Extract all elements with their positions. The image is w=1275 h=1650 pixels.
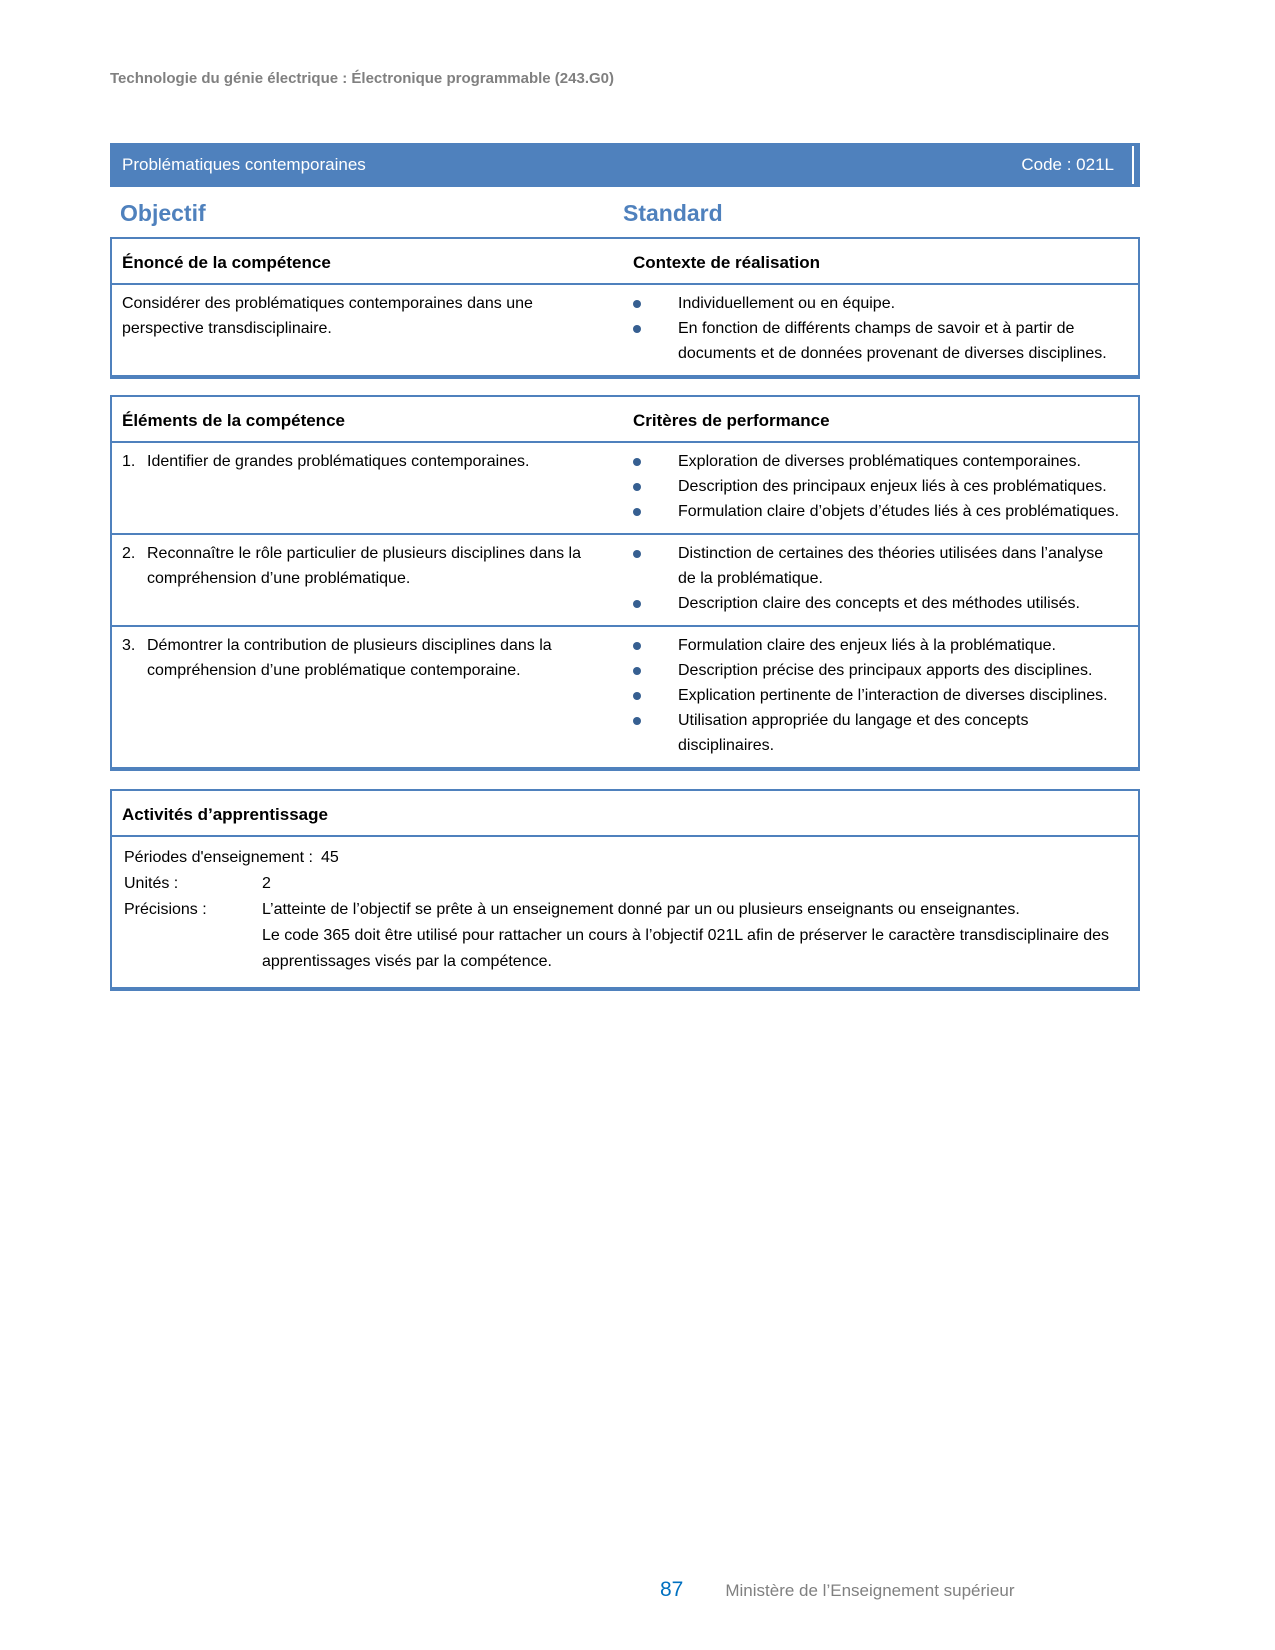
criterion-text: Exploration de diverses problématiques contemporaines. <box>678 453 1081 470</box>
section-headings-row <box>110 200 1140 227</box>
element-row <box>112 443 1138 533</box>
element-item <box>122 541 589 591</box>
page-footer <box>660 1578 1015 1602</box>
criterion-text: Explication pertinente de l’interaction de diverses disciplines. <box>678 687 1108 704</box>
element-text: Reconnaître le rôle particulier de plusieurs disciplines dans la compréhension d’une problématique. <box>147 545 582 587</box>
competence-table-header-row <box>112 239 1138 285</box>
bullet-dot-icon <box>633 508 641 516</box>
criterion-item <box>633 474 1124 499</box>
activities-header: Activités d’apprentissage <box>112 791 1138 837</box>
element-item <box>122 633 589 683</box>
element-row <box>112 625 1138 767</box>
page-number: 87 <box>660 1578 684 1601</box>
criterion-item <box>633 449 1124 474</box>
criterion-text: Formulation claire des enjeux liés à la problématique. <box>678 637 1056 654</box>
criteria-list <box>625 633 1138 758</box>
precisions-label: Précisions : <box>124 901 207 918</box>
precisions-text <box>262 897 1124 975</box>
ministry-footer: Ministère de l’Enseignement supérieur <box>725 1581 1015 1600</box>
units-row <box>124 871 1124 897</box>
competence-row <box>112 285 1138 375</box>
criterion-item <box>633 541 1124 591</box>
criterion-item <box>633 658 1124 683</box>
element-text: Démontrer la contribution de plusieurs disciplines dans la compréhension d’une problématique contemporaine. <box>147 637 552 679</box>
activities-table <box>110 789 1140 991</box>
document-header: Technologie du génie électrique : Électronique programmable (243.G0) <box>110 70 614 87</box>
precisions-paragraph: L’atteinte de l’objectif se prête à un enseignement donné par un ou plusieurs enseignants ou enseignantes. <box>262 901 1020 918</box>
contexte-header: Contexte de réalisation <box>633 253 821 272</box>
precisions-paragraph: Le code 365 doit être utilisé pour rattacher un cours à l’objectif 021L afin de préserver le caractère transdisciplinaire des apprentissages visés par la compétence. <box>262 927 1109 970</box>
precisions-row <box>124 897 1124 975</box>
context-bullet-list <box>625 291 1138 366</box>
criterion-item <box>633 633 1124 658</box>
bullet-dot-icon <box>633 642 641 650</box>
bullet-dot-icon <box>633 325 641 333</box>
bullet-dot-icon <box>633 600 641 608</box>
context-bullet-text: Individuellement ou en équipe. <box>678 295 896 312</box>
periods-row <box>124 845 1124 871</box>
periods-value: 45 <box>320 849 339 866</box>
elements-table-header-row <box>112 397 1138 443</box>
criterion-text: Utilisation appropriée du langage et des concepts disciplinaires. <box>678 712 1029 754</box>
criterion-item <box>633 708 1124 758</box>
banner-cursor-line <box>1132 146 1134 184</box>
element-cell <box>112 633 625 758</box>
criterion-text: Formulation claire d’objets d’études liés à ces problématiques. <box>678 503 1120 520</box>
criteres-header: Critères de performance <box>633 411 830 430</box>
criterion-text: Description des principaux enjeux liés à ces problématiques. <box>678 478 1107 495</box>
criterion-item <box>633 499 1124 524</box>
element-number: 2. <box>122 545 136 562</box>
bullet-dot-icon <box>633 550 641 558</box>
standard-heading: Standard <box>623 200 723 226</box>
banner-title: Problématiques contemporaines <box>122 155 366 174</box>
criterion-text: Distinction de certaines des théories utilisées dans l’analyse de la problématique. <box>678 545 1104 587</box>
elements-table <box>110 395 1140 771</box>
competence-table <box>110 237 1140 379</box>
element-cell <box>112 541 625 616</box>
criterion-item <box>633 683 1124 708</box>
criterion-text: Description claire des concepts et des méthodes utilisés. <box>678 595 1080 612</box>
elements-header: Éléments de la compétence <box>122 411 345 430</box>
element-row <box>112 533 1138 625</box>
element-number: 1. <box>122 453 136 470</box>
activities-body <box>112 837 1138 987</box>
context-bullet-text: En fonction de différents champs de savoir et à partir de documents et de données provenant de diverses disciplines. <box>678 320 1107 362</box>
bullet-dot-icon <box>633 458 641 466</box>
bullet-dot-icon <box>633 483 641 491</box>
element-number: 3. <box>122 637 136 654</box>
criterion-text: Description précise des principaux apports des disciplines. <box>678 662 1093 679</box>
units-value: 2 <box>262 875 271 892</box>
enonce-header: Énoncé de la compétence <box>122 253 331 272</box>
element-cell <box>112 449 625 524</box>
page-content <box>110 0 1140 991</box>
context-bullet <box>633 291 1124 316</box>
criteria-list <box>625 449 1138 524</box>
bullet-dot-icon <box>633 667 641 675</box>
competence-statement: Considérer des problématiques contemporaines dans une perspective transdisciplinaire. <box>122 295 533 337</box>
context-bullet <box>633 316 1124 366</box>
element-text: Identifier de grandes problématiques contemporaines. <box>147 453 530 470</box>
title-banner <box>110 143 1140 187</box>
periods-label: Périodes d'enseignement : <box>124 849 313 866</box>
criteria-list <box>625 541 1138 616</box>
bullet-dot-icon <box>633 717 641 725</box>
bullet-dot-icon <box>633 300 641 308</box>
units-label: Unités : <box>124 875 179 892</box>
objectif-heading: Objectif <box>120 200 206 226</box>
element-item <box>122 449 589 474</box>
criterion-item <box>633 591 1124 616</box>
banner-code: Code : 021L <box>1021 155 1114 174</box>
bullet-dot-icon <box>633 692 641 700</box>
